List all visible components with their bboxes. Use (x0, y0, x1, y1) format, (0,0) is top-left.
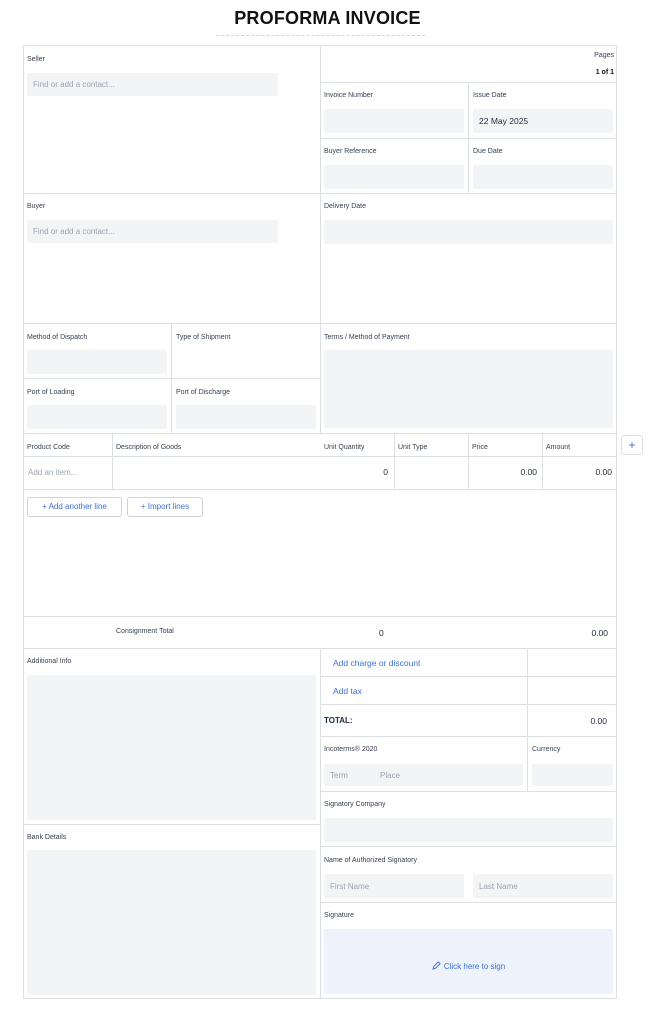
import-lines-button[interactable]: + Import lines (127, 497, 203, 517)
first-name-placeholder: First Name (330, 882, 370, 891)
issue-date-label: Issue Date (473, 92, 507, 99)
buyer-reference-input[interactable] (324, 165, 464, 189)
method-of-dispatch-label: Method of Dispatch (27, 334, 88, 341)
authorized-signatory-label: Name of Authorized Signatory (324, 857, 417, 864)
additional-info-input[interactable] (27, 675, 316, 820)
signatory-company-label: Signatory Company (324, 801, 386, 808)
price-cell[interactable]: 0.00 (520, 467, 537, 477)
divider (23, 489, 617, 490)
divider (23, 824, 320, 825)
buyer-reference-label: Buyer Reference (324, 148, 377, 155)
port-of-loading-input[interactable] (27, 405, 167, 429)
divider (23, 193, 617, 194)
currency-label: Currency (532, 746, 561, 753)
buyer-placeholder: Find or add a contact... (33, 227, 115, 236)
consignment-total-label: Consignment Total (116, 628, 174, 635)
product-code-cell[interactable] (24, 457, 112, 488)
seller-label: Seller (27, 56, 45, 63)
type-of-shipment-label: Type of Shipment (176, 334, 231, 341)
last-name-placeholder: Last Name (479, 882, 518, 891)
port-of-discharge-label: Port of Discharge (176, 389, 231, 396)
last-name-input[interactable] (473, 874, 613, 898)
divider (23, 323, 617, 324)
incoterms-label: Incoterms® 2020 (324, 746, 378, 753)
due-date-input[interactable] (473, 165, 613, 189)
divider (320, 902, 617, 903)
terms-payment-label: Terms / Method of Payment (324, 334, 410, 341)
incoterms-place-placeholder[interactable]: Place (380, 771, 401, 780)
product-code-header: Product Code (27, 444, 70, 451)
divider (320, 736, 617, 737)
buyer-contact-input[interactable] (27, 220, 278, 243)
add-column-button[interactable]: + (621, 435, 643, 455)
incoterms-term-placeholder[interactable]: Term (330, 771, 348, 780)
currency-input[interactable] (532, 764, 613, 786)
bank-details-input[interactable] (27, 850, 316, 995)
title-underline (216, 35, 425, 36)
delivery-date-input[interactable] (324, 220, 613, 244)
divider (320, 676, 617, 677)
add-item-placeholder: Add an item... (28, 468, 78, 477)
divider (320, 791, 617, 792)
issue-date-value: 22 May 2025 (479, 116, 529, 126)
signature-label: Signature (324, 912, 354, 919)
divider (468, 433, 469, 489)
add-another-line-button[interactable]: + Add another line (27, 497, 122, 517)
amount-cell: 0.00 (595, 467, 612, 477)
description-cell[interactable] (113, 457, 320, 488)
add-charge-discount-link[interactable]: Add charge or discount (333, 658, 421, 668)
signature-pad[interactable] (324, 929, 613, 994)
unit-quantity-header: Unit Quantity (324, 444, 365, 451)
divider (320, 846, 617, 847)
total-label: TOTAL: (324, 716, 353, 725)
total-value: 0.00 (590, 716, 607, 726)
divider (468, 82, 469, 193)
divider (320, 649, 321, 999)
divider (320, 704, 617, 705)
method-of-dispatch-input[interactable] (27, 350, 167, 374)
terms-payment-input[interactable] (324, 350, 613, 428)
consignment-quantity: 0 (379, 628, 384, 638)
divider (23, 616, 617, 617)
pages-label: Pages (594, 52, 614, 59)
port-of-discharge-input[interactable] (176, 405, 316, 429)
bank-details-label: Bank Details (27, 834, 67, 841)
divider (542, 433, 543, 489)
port-of-loading-label: Port of Loading (27, 389, 75, 396)
click-to-sign[interactable] (324, 956, 613, 974)
price-header: Price (472, 444, 488, 451)
first-name-input[interactable] (324, 874, 464, 898)
due-date-label: Due Date (473, 148, 503, 155)
click-to-sign-label: Click here to sign (443, 962, 506, 971)
pages-value: 1 of 1 (595, 69, 614, 76)
incoterms-input[interactable] (324, 764, 523, 786)
signatory-company-input[interactable] (324, 818, 613, 842)
amount-header: Amount (546, 444, 571, 451)
buyer-label: Buyer (27, 203, 46, 210)
additional-info-label: Additional Info (27, 658, 72, 665)
consignment-amount: 0.00 (591, 628, 608, 638)
issue-date-input[interactable] (473, 109, 613, 133)
divider (23, 378, 320, 379)
unit-type-header: Unit Type (398, 444, 428, 451)
invoice-number-label: Invoice Number (324, 92, 374, 99)
page-title: PROFORMA INVOICE (234, 8, 421, 28)
unit-type-cell[interactable] (395, 457, 468, 488)
delivery-date-label: Delivery Date (324, 203, 367, 210)
description-header: Description of Goods (116, 444, 182, 451)
unit-quantity-cell[interactable]: 0 (383, 467, 388, 477)
divider (320, 45, 321, 433)
pen-icon (432, 961, 441, 970)
invoice-number-input[interactable] (324, 109, 464, 133)
seller-placeholder: Find or add a contact... (33, 80, 115, 89)
add-tax-link[interactable]: Add tax (333, 686, 362, 696)
divider (527, 649, 528, 791)
seller-contact-input[interactable] (27, 73, 278, 96)
